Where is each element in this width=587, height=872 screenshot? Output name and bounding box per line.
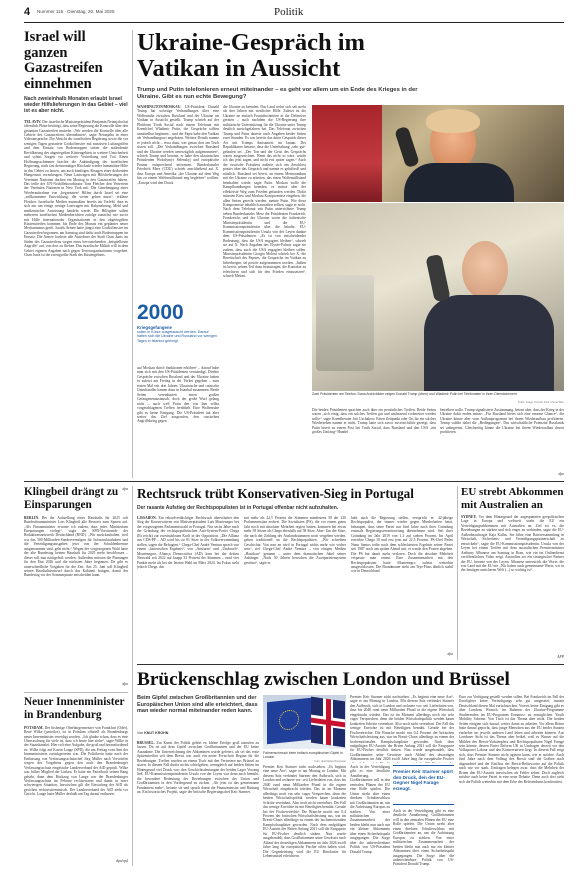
israel-agency: dpa	[122, 486, 128, 491]
innenminister-location: POTSDAM.	[24, 725, 44, 730]
putin-suit	[424, 295, 554, 391]
phone-handset	[394, 126, 420, 168]
portugal-col3	[351, 516, 453, 652]
bruecke-col3b	[350, 765, 390, 867]
flags-photo	[263, 695, 346, 749]
ukraine-text-3: Die beiden Präsidenten sprachen auch über ein persönliches Treffen. Beide Seiten waren „sich einig, dass ein solches Treffen gut und umfassend vorbereitet werden sollte“, sagte Kremlberater Juri Uschakow. Einen Zeitpunkt oder Ort für ein solches Wiedersehen nannte er nicht. Trump hatte sich zuvor zuversichtlich gezeigt, dass Putin bereit zu einem Post bei Truth Social, dass Russland und den USA „ein großes Umfang“ Handel	[312, 408, 436, 435]
union-jack-flag	[311, 697, 345, 748]
pull-quote	[393, 765, 454, 805]
trump-suit	[404, 163, 514, 202]
portugal-text-1: Ein rekordverdächtiger Rechtsruck überschattet den Sieg der Konservativen von Ministerpräsident Luís Montenegro bei der vorgezogenen Parlamentswahl in Portugal. Nur sechs Jahre nach der Gründung der rechtspopulistischen Anti-System-Partei Chega (Es reicht) zur zweitstärksten Kraft in der Opposition. „Die Allianz aus CDS-PP – AD wird bis zu 91 Sitze in der Volksversammlung stellen, sagen die Befragten.“ Chega-Chef André Ventura sprach von einem „historischen Ergebnis“, von „Ansturm“ und „Umbruch“. Montenegros Aliança Democrática (AD) kam bei der dritten Neuwahl seit 2022 auf knapp 33 Prozent der Stimmen – rund vier Punkte mehr als bei der letzten Wahl im März 2024. Im Fokus steht jedoch Chega, das	[137, 516, 239, 569]
stat-number: 2000	[137, 301, 184, 324]
ukraine-body-col1	[137, 105, 219, 301]
portugal-text-2: mit mehr als 22,5 Prozent der Stimmen mindestens 58 der 230 Parlamentssitze erobert. Die Sozialisten (PS), die vor einem guten Jahr noch mit absoluter Mehrheit regiert hatten, kommen bei etwas mehr 58 Sitzen als Chega ebenfalls auf 58 Sitze. Aber: Um der Sitze, die nach der Zählung der Auslandsstimmen noch vergeben werden, gehen traditionell an die Rechtspopulisten. „Wir schreiben Geschichte. Von nun an wird in Portugal nichts mehr wie vorher sein“, rief Chega-Chef André Ventura – von einigen Medien „Harrikan“ genannt – unter dem dramatischen Jubel seiner Anhänger. „Nach 50 Jahren herrschen die Zweiparteiensystem gestürzt“, sagte er.	[244, 516, 346, 565]
portugal-location: LISSABON.	[137, 516, 157, 520]
australia-text: Vor dem Hintergrund der angespannten geopolitischen Lage in Europa und weltweit strebt die EU ein Verteidigungsabkommen mit Australien an. Ziel sei es, die Beziehungen zu stärken und sich enger zu verbinden, sagte die EU-Außenbeauftragte Kaja Kallas. Sie führe eine Ratsversammlung in Wirtschaft, Sicherheits- und Verteidigungspartnerschaft zu entwickeln“, sagte die EU-Kommissionspräsidentin. Ursula von der Leyen bei einem Treffen mit dem australischen Premierminister Anthony Albanese am Sonntag in Rom, wie ein im Onlinedienst veröffentlichtes Video zeigt. Australien sei ein strategischer Partner der EU, betonte von der Leyen. Albanese unterstrich die Worte, die erst Land mit der EU nie „Wir haben auch gemeinsame Werte, wir in der heutigen unsicheren Welt (...) so wichtig ist“.	[461, 515, 564, 573]
portugal-text-3: habt auch die Regierung stellen, verspricht er. 42-jährige Rechtspopulist, der immer wieder gegen Minderheiten hetzt, behauptet, dass seine Partei nur fünf Jahre nach ihrer Gründung erstmals Regierungsverantwortung übernehmen wird. Seit ihrer Gründung im Jahr 2019 von 1,3 auf sieben Prozent. Im April erreichte Chega 18 und erst jetzt auf 22,5 Prozent. PS-Chef Pedro Nuno Santos teilte nach dem schlechtesten Ergebnis seiner Partei seit 1987 noch am späten Abend mit, er werde den Posten abgeben. Die PS hat damit mehr verloren. Doch die absolute Mehrheit verpasste man erneut. Eine Zusammenarbeit mit den Rechtspopulisten hatte Montenegro zuletzt weiterhin ausgeschlossen. Die Brandmauer steht am Tejo-Fluss ähnlich stabil wie in Deutschland.	[351, 516, 453, 574]
portugal-headline: Rechtsruck trübt Konservativen-Sieg in Portugal	[137, 486, 414, 501]
eu-stars	[279, 709, 299, 731]
ukraine-text-1b: auf Moskau durch Sanktionen erhöhen“ – darauf habe man sich mit den US-Präsidenten verständigt. Direkte Gespräche zwischen Russland und der Ukraine hatten es zuletzt am Freitag in der Türkei gegeben – zum ersten Mal seit drei Jahren. Ukrainische und russische Unterhändler kamen dazu in Istanbul zusammen. Beide Seiten vereinbarten einen großen Gefangenenaustausch, doch der große Wurf gelang nicht – auch weil Putin den von ihm selbst vorgeschlagenen Treffen fernblieb. Eine Waffenruhe gibt es keine Einigung. Die US-Präsident hat aber weiter das Ziel ausgerufen, den russischen Angriffskrieg gegen	[137, 366, 219, 424]
byline-author: KNUT KROHN	[144, 731, 169, 735]
innenminister-text: Der bisherige Oberbürgermeister von Frankfurt (Oder), René Wilke (parteilos), ist in Potsdam offiziell als Brandenburgs neuer Innenminister vereidigt worden. „Ich glaube schon, dass es eine Überraschung für viele ist, dass ich heute hier stehe“, sagte Wilke in der Staatskanzlei. Hier ruft eine Aufgabe, die groß und herausfordernd ist. Wilke folgt auf Katrin Lange (SPD), die am Freitag vom Amt der Innenministerin zurückgetreten war. Die Politikerin hatte nach der Entlassung von Verfassungsschutzchef Jörg Müller nach Vorwürfen wegen des Vorgehens gegen den auch den Brandenburger Verfassungsschutz eingestufte Landesverband der AfD geprüft. Wilke war früher Mitglied der Linken. Er hatte ein Parteibuch seinen Rang gehabt, dann dem Rückzug von Lange war der Brandenburger Verfassungsschutz im Februar rechtsextrem und damit in einer schwierigen Situation. Inzwischen gilt die Einstufung der AfD als gesichert rechtsextremistisch. Der Landesverband der AfD zieht vor Gericht. Lange hatte Müller deshalb am Tag darauf entlassen.	[24, 725, 128, 797]
ukraine-agency: dpa	[558, 472, 564, 476]
column-divider	[132, 30, 133, 478]
klingbeil-article	[24, 486, 128, 696]
bruecke-location: BRÜSSEL.	[137, 741, 155, 745]
stat-box	[137, 302, 219, 364]
phones-cluster	[316, 275, 374, 371]
portugal-article	[137, 486, 453, 661]
bruecke-byline	[137, 731, 259, 735]
trump-hair	[426, 109, 480, 133]
ukraine-article	[137, 30, 564, 480]
ukraine-body-col2	[223, 105, 306, 478]
flags-photo-credit: Foto: dpa/Stefan Rousseau	[314, 760, 346, 763]
bruecke-text-2: Premier Keir Starmer nicht nachstehen. „Es beginnt eine neue Ära“, sagte er am Montag in London. Mit diesem Satz verbindet Starmer den Aufbruch, sich in London und rechnete vor: seit Lieferdaten von, dass bis 2040 rund neun Milliarden Pfund in die eigene Wirtschaft eingebracht würden. Das ist im Moment allerdings noch ein sehr vager Versprechen, denn die beiden Wirtschaftspolitik werden kaum konkreten Schritte vereinbart. Also noch nicht vereinbart. Der Fall das wenige Erreichte ist mit Beteiligten bemüht. Gerade bei der Fischereirechte. Die Branche macht nur 0,4 Prozent der britischen Wirtschaftsleistung aus, war im Brexit-Chaos allerdings zu einem der hochemotionalen Kampfschauplätze geworden. Nach dem endgültigen EU-Austritt der Briten Anfang 2021 soll die Fangquote für EU-Fischer deutlich sinken. Nun wurde ausgehandelt, dass Großbritannien seine Gewässer nach Ablauf des derzeitigen Abkommens im Jahr 2026 zwölf Jahre lang für europäische Fischer offen halten wird. Die Gegenleistung wird die EU Bürokratie für Lebensmittel erleichtern.	[263, 765, 346, 859]
klingbeil-headline: Klingbeil drängt zu Einsparungen	[24, 486, 119, 511]
eu-flag	[267, 698, 311, 745]
flag-backdrop	[312, 105, 382, 202]
ukraine-headline: Ukraine-Gespräch im Vatikan in Aussicht	[137, 29, 365, 82]
ukraine-photo-caption: Zwei Präsidenten am Telefon: Dana Archivbilder zeigen Donald Trump (oben) und Wladimir Putin bei Telefonaten in ihren Dienstzimmern.	[312, 392, 518, 396]
page-header	[24, 6, 564, 20]
ukraine-text-4: betreiben wolle. Trump signalisierte Zustimmung, betont aber, dass der Krieg in der Ukraine dafür enden müsse. „Für Russland bietet sich eine enorme Chance“, die Ukraine könne aber vom Aufbauprogramm bei ihrem Wiederaufbau profitieren. Trump wählte dabei die „Bedingungen“. Das wirtschaftliche Potenzial Russlands sei unbegrenzt. Gleichzeitig könne die Ukraine bei ihrem Wiederaufbau davon profitieren.	[440, 408, 564, 435]
israel-body-text: Der israelische Ministerpräsident Benjamin Netanjahu hat öffentlich Pläne bestätigt, dass seine Regierung die Kontrolle über den gesamten Gazastreifen anstrebe. „Wir werden die Kontrolle über alle Gebiete des Gazastreifens übernehmen“, sagte Netanjahu in einer Videoansprache. Die Absicht der israelischen Regierung sowie die vor wenigen Tagen gestartete Großoffensive mit massiven Luftangriffen und dem Einsatz von Bodentruppen stören die notleidende Bevölkerung des abgeriegelten Küstengebiets in weitere Unsicherheit und schürt Sorgen vor weiterer Vertreibung und Tod. Einen Hoffnungsschimmer brachte die Ankündigung der israelischen Regierung, nach fast dreimonatiger Blockade wieder humanitäre Hilfe in das Gebiet zu lassen, um auch künftigen Absagen einer drohenden Hungersnot vorzubeugen. Neun Lastwagen mit Hilfslieferungen der Vereinten Nationen durften ein Montag in den Gazastreifen fahren. Das teilte der UN-Nothilfekoordinator Tom Fletcher den Vertretern der Vereinten Nationen in New York mit. Die Genehmigung einer Wiederaufnahme von „begrenzten“ Hilfen durch Israel sei eine „willkommene Entwicklung, die weiter gehen muss“, erklärte Fletcher. Israelische Medien mutmaßten bereits im Vorfeld, dass es sich nur um einige wenige Lastwagen mit Babynahrung, Mehl und medizinischer Ausrüstung handeln werde. Die Hilfsgüter sollen mehreren israelischen Medienberichten zufolge zunächst wie zuvor mit Hilfe internationaler Organisationen in den abgeriegelten Küstenstreifen kommen, bis Ende des Monats ein geplanter neuer Mechanismus greift. Israels Armee hatte jüngst eine Großoffensive im Gazastreifen begonnen, am Samstag sind dafür auch Bodentruppen im Einsatz. Die Armee forderte alle Anwohner der Stadt Chan Junis im Süden des Gazastreifens wegen eines bevorstehenden „beispiellosen Angriffs“ auf, von dort zu fliehen. Das israelische Militär will in dem Gebiet eigenen Angaben nach gegen Terrororganisationen vorgehen. Chan Junis ist die zweitgrößte Stadt des Küstengebiets.	[24, 119, 128, 258]
ukraine-teaser: Trump und Putin telefonieren erneut miteinander – es geht vor allem um ein Ende des Krieges in der Ukraine. Gibt es nun echte Bewegung?	[137, 87, 418, 100]
bruecke-text-4: Euro zur Verfügung gestellt werden sollen. Bei Frankreich im Fall der Eurofighter keine Verteidigungs sehr gut umgesetzt, musste Deutschland diesen Mal zurückstecken. Vorerst keine Einigung gibt es über Londons Wunsch, im Rahmen der Ukraine-Programme Studierenden im EU-Programm Erasmus+ zu ermöglichen. Youth Mobility Scheme. Von Tisch ist das Thema aber nicht. Die beiden Seiten einigten sich darauf, weiter daran zu arbeiten. Vor allem Briten hatte darauf gepocht, dass junge Menschen aus der EU beider Staaten einfacher im jeweils anderen Land leben und arbeiten können. Aus Londoner Sicht ist das Thema aber heikel, weil es Wasser auf die Mühlen des Brexit-Vorkämpfers und Rechtspopulisten Nigel Farage sein könnte, dessen Partei Reform UK in Umfragen derzeit vor den Volkspartei Labour und den Konservativen liegt. In diesem Fall zeigt sich, dass Premier Starmer nicht agieren kann, wie er möchte. Auch fünf Jahre nach dem Vollzug des Brexit sind die Gräben noch abgrundtief und der Einfluss der Brexit-Befürworter auf die Politik nach wie vor stark. Umfragen belegen zwar, dass die Mehrheit der Briten den EU-Austritt inzwischen als Fehler sehen. Doch zugleich möchte auch keine Partei in eine neue Debatte. Denn auch dort sieht sich die Politik weiterhin mit dem Erbe des Referendums konfrontiert.	[459, 695, 564, 784]
ukraine-location: WASHINGTON/MOSKAU.	[137, 105, 182, 109]
header-rule	[24, 22, 564, 23]
australia-headline: EU strebt Abkommen mit Australien an	[461, 486, 564, 511]
bruecke-headline: Brückenschlag zwischen London und Brüssel	[137, 669, 510, 690]
bruecke-col4	[459, 695, 564, 867]
bruecke-col3a	[350, 695, 454, 763]
ukraine-body-col3	[312, 408, 436, 478]
innenminister-article	[24, 696, 128, 868]
flags-photo-caption: Fahnenschmuck beim britisch-europäischen Gipfel in London	[263, 751, 343, 759]
israel-headline: Israel will ganzen Gazastreifen einnehmen	[24, 29, 103, 92]
portugal-col2	[244, 516, 346, 658]
innenminister-headline: Neuer Innenminister in Brandenburg	[24, 696, 125, 721]
israel-article	[24, 29, 128, 491]
stat-label: Kriegsgefangene	[137, 325, 172, 330]
portugal-agency: dpa	[447, 652, 453, 656]
ukraine-photo-credit: Fotos: Imago, Kremlin Pool / Zuma Wire	[517, 401, 564, 404]
bruecke-teaser: Beim Gipfel zwischen Großbritannien und der Europäischen Union sind alle erleichtert, dass man wieder normal miteinander reden kann.	[137, 695, 258, 715]
trump-photo	[312, 105, 564, 202]
bruecke-article	[137, 669, 564, 869]
innenminister-body	[24, 726, 128, 859]
bruecke-text-3: Auch in der Verteidigung gibt es eine deutliche Annäherung. Großbritannien will in den zentralen Plänen der EU eine Rolle spielen. Die Union strebt aber einen direkten Schulterschluss mit Großbritannien an, um die Aufrüstung Europas zu stärken. Von einer militärischen Zusammenarbeit der beiden bleibt nun auch nur ein kleiner Abkommen über einen Sicherheitspakt ausgegangen. Die Sorge über die unberechenbare Politik von US-Präsident Donald Trump.	[350, 765, 390, 854]
bruecke-col3c	[393, 809, 454, 867]
klingbeil-body	[24, 516, 128, 682]
innenminister-agency: dpa/epd	[116, 858, 128, 863]
australia-body	[461, 515, 564, 655]
byline-prefix: Von	[137, 731, 144, 735]
column-divider	[457, 486, 458, 660]
israel-body	[24, 120, 128, 486]
israel-location: TEL AVIV.	[24, 119, 42, 124]
putin-face	[462, 241, 508, 299]
bruecke-text-1: Zur Kunst der Politik gehört es, kleine Erfolge groß ausrufen zu lassen. Da ist auf dem Gipfel zwischen Großbritannien und der EU keine Ausnahme. Die Unterzeichnung der Abkommen wurde gefeiert, als sei das erste Spitzentreffen seit dem Brexit war auch ein neuer Fortschritt Beginn für die Beziehungen. Treffen wurden an einem Tisch mit den Vertretern aus Brüssel zu sitzen. In diesem Fall durfte nichts schiefgehen, wenngleich auf beiden Seiten im Hintergrund viel Druck war: den Geschichtsdeutungen der beiden Lager Vorrang ließ. EU-Kommissionspräsidentin Ursula von der Leyen war denn auch bemüht, die besondere Bedeutung der Beziehungen zwischen der Union und Großbritannien in den Vordergrund zu rücken. „Ab jetzt ist das gemeinsame Fundament mehr“, betonte sie und sprach damit die Finanzminister und Rüstung an. Ein historisches Projekt, sagte der britische Regierungschef Keir Starmer.	[137, 741, 259, 794]
column-divider	[132, 486, 133, 866]
putin-handset	[425, 254, 450, 302]
israel-teaser: Nach zweieinhalb Monaten erlaubt Israel wieder Hilfslieferungen in das Gebiet – viel ist es aber nicht.	[24, 96, 128, 115]
bruecke-col1	[137, 741, 259, 867]
portugal-col1	[137, 516, 239, 658]
pull-quote-text: Premier Keir Starmer spürt den Druck, den der EU-Gegner Nigel Farage erzeugt.	[393, 769, 453, 791]
australia-article	[461, 486, 564, 661]
australia-agency: AFP	[557, 655, 564, 659]
ukraine-body-col1b	[137, 366, 219, 476]
bruecke-text-3c: Auch in der Verteidigung gibt es eine deutliche Annäherung. Großbritannien will in den zentralen Plänen der EU eine Rolle spielen. Die Union strebt aber einen direkten Schulterschluss mit Großbritannien an, um die Aufrüstung Europas zu stärken. Von einer militärischen Zusammenarbeit der beiden bleibt nun auch nur ein kleiner Abkommen über einen Sicherheitspakt ausgegangen. Die Sorge über die unberechenbare Politik von US-Präsident Donald Trump.	[393, 809, 454, 867]
bruecke-text-2b: Premier Keir Starmer nicht nachstehen. „Es beginnt eine neue Ära“, sagte er am Montag in London. Mit diesem Satz verbindet Starmer den Aufbruch, sich in London und rechnete vor: seit Lieferdaten von, dass bis 2040 rund neun Milliarden Pfund in die eigene Wirtschaft eingebracht würden. Das ist im Moment allerdings noch ein sehr vager Versprechen, denn die beiden Wirtschaftspolitik werden kaum konkreten Schritte vereinbart. Also noch nicht vereinbart. Der Fall das wenige Erreichte ist mit Beteiligten bemüht. Gerade bei der Fischereirechte. Die Branche macht nur 0,4 Prozent der britischen Wirtschaftsleistung aus, war im Brexit-Chaos allerdings zu einem der hochemotionalen Kampfschauplätze geworden. Nach dem endgültigen EU-Austritt der Briten Anfang 2021 soll die Fangquote für EU-Fischer deutlich sinken. Nun wurde ausgehandelt, dass Großbritannien seine Gewässer nach Ablauf des derzeitigen Abkommens im Jahr 2026 zwölf Jahre lang für europäische Fischer	[350, 695, 454, 762]
section-divider	[137, 664, 564, 665]
ukraine-body-col4	[440, 408, 564, 472]
portugal-teaser: Der rasante Aufstieg der Rechtspopulisten ist in Portugal offenbar nicht aufzuhalten.	[137, 505, 339, 511]
article-divider	[24, 692, 128, 693]
bruecke-col2	[263, 765, 346, 867]
section-divider	[24, 481, 564, 482]
putin-photo	[312, 203, 564, 391]
ukraine-text-1: US-Präsident Donald Trump hat sofortige Verhandlungen über eine Waffenruhe zwischen Russland und der Ukraine im Vatikan in Aussicht gestellt. Trump schrieb auf der Plattform Truth Social nach einem Telefonat mit Kremlchef Wladimir Putin, die Gespräche sollten unmittelbar beginnen – und der Papst habe den Vatikan als Verhandlungsort angeboten. Weitere Details nannte er jedoch nicht – etwa dazu, wer genau dort am Tisch sitzen soll. „Die Verhandlungen zwischen Russland und der Ukraine werden unverzüglich aufgenommen“, schrieb Trump und betonte, er habe den ukrainischen Präsidenten Wolodymyr Selenskyj und europäische Partner entsprechend informiert. Bundeskanzler Friedrich Merz (CDU) schrieb anschließend auf X, dass Europa und Amerika „die Ukraine auf dem Weg hin zu einem Waffenstillstand eng begleiten“ wollten. „Europa wird den Druck	[137, 105, 219, 185]
klingbeil-agency: dpa	[122, 681, 128, 686]
stat-text: sollen in Kürze ausgetauscht werden. Darauf hatten sich die Ukraine und Russland vor wenigen Tagen in Istanbul geeinigt.	[137, 330, 217, 343]
ukraine-text-2: die Ukraine zu beenden. Das Land wehrt sich seit mehr als drei Jahren mit westlicher Hilfe. Zuletzt ist die Ukraine an einfach Frontabschnitten in die Defensive geraten – auch nachdem die US-Regierung ihre militärische Unterstützung für die Ukraine unter Trump deutlich zurückgefahren hat. Das Telefonat zwischen Trump und Putin dauerte nach Angaben beider Seiten zwei Stunden. Es war bereits das dritte Gespräch dieser Art seit Trumps Amtsantritt im Januar. Der Republikaner betonte, dass die Unterhaltung „sehr gut“ gelaufen sei. „Der Ton und der Geist des Gesprächs waren ausgezeichnet. Wenn das nicht so wäre, würde ich das jetzt sagen, und nicht erst später sagen.“ Auch der russische Präsident äußerte sich am Anschluss positiv über das Gespräch und nannte es gehaltvoll und nützlich. Russland sei bereit, an einem Memorandum mit der Ukraine zu arbeiten, das einen Waffenstillstand beinhalten würde, sagte Putin. Moskau wolle die Kampfhandlungen beenden, es müsse aber der effektivste Weg zum Frieden gefunden werden. Dafür müssten Kiew und Moskau Kompromisse eingehen, die allen Seiten gerecht werden, meinte Putin. Wie diese Kompromisse inhaltlich aussehen sollten, sagte er nicht. Nach dem Telefonat mit Putin unterrichtete Trump neben Bundeskanzler Merz die Präsidenten Frankreich, Frankreichs und der Ukraine sowie die italienische Ministerpräsidentin und die EU-Kommissionspräsidentin über die Inhalte. EU-Kommissionspräsidentin Ursula von der Leyen dankte dem US-Präsidenten. „Es ist von entscheidender Bedeutung, dass die USA engagiert bleiben“, schrieb sie auf X. Nach Angaben des Elysée-Palasts sagte sie zudem, dass auch die USA engagiert bleiben sollen. Ministerpräsidentin Giorgia Meloni schrieb bei X, die Bereitschaft des Papstes, die Gespräche im Vatikan zu beherbergen, sei positiv aufgenommen worden. „Italien ist bereit, seinen Teil dazu beizutragen, die Kontakte zu erleichtern und sich für den Frieden einzusetzen“, schrieb Meloni.	[223, 105, 306, 279]
klingbeil-location: BERLIN.	[24, 515, 40, 520]
australia-location: SYDNEY.	[461, 515, 477, 519]
page-number: 4	[24, 6, 31, 18]
klingbeil-text: Bei der Aufstellung eines Haushalts für 2025 ruft Bundesfinanzminister Lars Klingbeil alle Ressorts zum Sparen auf. „Als Finanzminister erwarte ich zudem, dass jedes Ministerium Einsparungen vorlegt“, sagte der SPD-Vorsitzende der Redaktionsnetzwerk Deutschland (RND). „Wir zurückzuhalten, weil wir das 500-Milliarden-Sondervermögen für Infrastrukturhaben und die Verteidigungsausgaben jetzt von der Schuldenbremse ausgenommen sind, geht nicht.“ Wegen der vorgezogenen Wahl hatte der alte Bundestag keinen Haushalt für 2025 mehr beschlossen – dieser soll nun nachgeholt werden. Außerdem müssen die Planungen für den Etat 2026 und die nächsten Jahre beginnen. Da gibt es unterschiedliche Vorgaben für die Zeit. Am 25. Juni soll Klingbeil seinen Haushaltsentwurf durch das Kabinett bringen, damit der Bundestag vor der Sommerpause entscheiden kann.	[24, 515, 128, 578]
section-title: Politik	[274, 6, 304, 18]
issue-info: Nummer 115 · Dienstag, 20. Mai 2025	[37, 9, 115, 14]
